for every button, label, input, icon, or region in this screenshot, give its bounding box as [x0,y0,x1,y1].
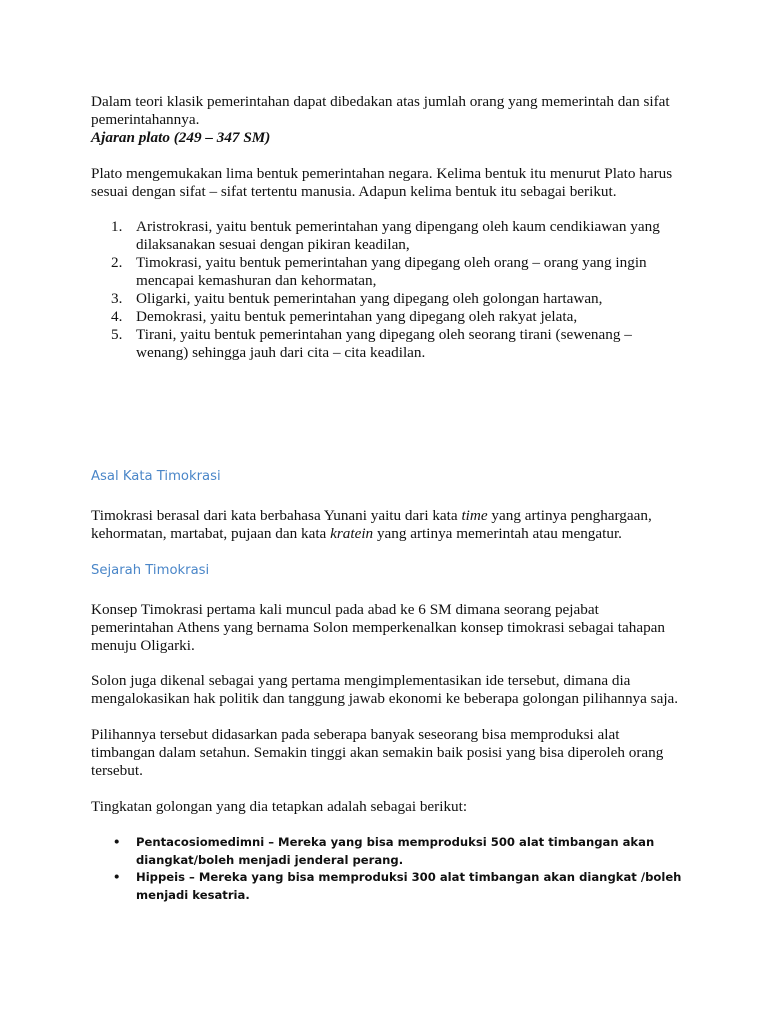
sejarah-paragraph-1: Konsep Timokrasi pertama kali muncul pada abad ke 6 SM dimana seorang pejabat pemerintahan Athens yang bernama Solon memperkenalkan konsep timokrasi sebagai tahapan menuju Oligarki. [91,601,665,654]
list-item-text: Pentacosiomedimni – Mereka yang bisa memproduksi 500 alat timbangan akan diangkat/boleh menjadi jenderal perang. [136,835,655,867]
plato-forms-list [91,218,661,362]
sejarah-heading: Sejarah Timokrasi [91,563,210,578]
bullet-icon: • [113,870,121,884]
plato-heading: Ajaran plato (249 – 347 SM) [91,129,271,146]
greek-term-kratein: kratein [330,525,374,542]
list-item-text: Oligarki, yaitu bentuk pemerintahan yang dipegang oleh golongan hartawan, [136,290,603,307]
list-item [91,254,661,290]
list-item-text: Hippeis – Mereka yang bisa memproduksi 300 alat timbangan akan diangkat /boleh menjadi kesatria. [136,870,682,902]
asal-kata-heading: Asal Kata Timokrasi [91,469,221,484]
list-item-text: Aristrokrasi, yaitu bentuk pemerintahan yang dipengang oleh kaum cendikiawan yang dilaksanakan sesuai dengan pikiran keadilan, [136,218,660,253]
list-number: 3. [111,290,123,307]
list-item [91,218,661,254]
text-run: yang artinya memerintah atau mengatur. [373,525,622,542]
text-run: Timokrasi berasal dari kata berbahasa Yunani yaitu dari kata [91,507,462,524]
list-number: 5. [111,326,123,343]
list-item [91,869,691,904]
bullet-icon: • [113,835,121,849]
list-number: 4. [111,308,123,325]
text-run: yang artinya penghargaan, kehormatan, martabat, pujaan dan kata [91,507,652,542]
list-item [91,308,661,326]
asal-kata-paragraph [91,507,681,543]
list-item-text: Tirani, yaitu bentuk pemerintahan yang dipegang oleh seorang tirani (sewenang – wenang) sehingga jauh dari cita – cita keadilan. [136,326,632,361]
list-item [91,326,661,362]
intro-paragraph: Dalam teori klasik pemerintahan dapat dibedakan atas jumlah orang yang memerintah dan sifat pemerintahannya. [91,93,670,128]
golongan-list [91,834,691,904]
list-item-text: Demokrasi, yaitu bentuk pemerintahan yang dipegang oleh rakyat jelata, [136,308,578,325]
sejarah-paragraph-2: Solon juga dikenal sebagai yang pertama mengimplementasikan ide tersebut, dimana dia mengalokasikan hak politik dan tanggung jawab ekonomi ke beberapa golongan pilihannya saja. [91,672,679,707]
sejarah-paragraph-3: Pilihannya tersebut didasarkan pada seberapa banyak seseorang bisa memproduksi alat timbangan dalam setahun. Semakin tinggi akan semakin baik posisi yang bisa diperoleh orang tersebut. [91,726,664,779]
list-item [91,834,691,869]
list-number: 2. [111,254,123,271]
list-item [91,290,661,308]
plato-paragraph: Plato mengemukakan lima bentuk pemerintahan negara. Kelima bentuk itu menurut Plato harus sesuai dengan sifat – sifat tertentu manusia. Adapun kelima bentuk itu sebagai berikut. [91,165,673,200]
list-item-text: Timokrasi, yaitu bentuk pemerintahan yang dipegang oleh orang – orang yang ingin mencapai kemashuran dan kehormatan, [136,254,647,289]
greek-term-time: time [461,507,488,524]
sejarah-paragraph-4: Tingkatan golongan yang dia tetapkan adalah sebagai berikut: [91,798,468,815]
list-number: 1. [111,218,123,235]
